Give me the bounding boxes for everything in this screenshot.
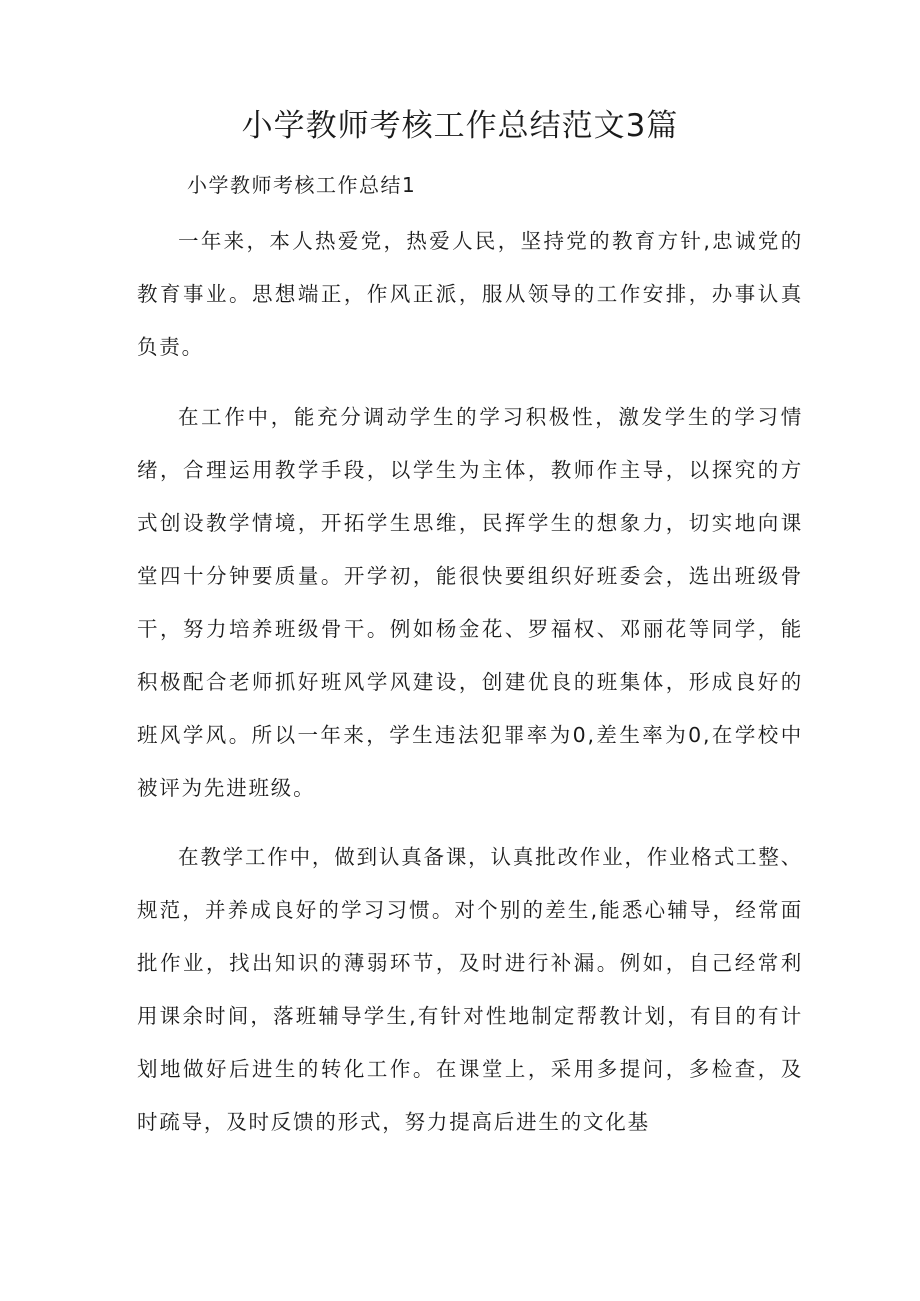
document-title: 小学教师考核工作总结范文3篇 [241, 108, 679, 144]
paragraph-2: 在工作中，能充分调动学生的学习积极性，激发学生的学习情绪，合理运用教学手段，以学生为主体，教师作主导，以探究的方式创设教学情境，开拓学生思维，民挥学生的想象力，切实地向课堂四十分钟要质量。开学初，能很快要组织好班委会，选出班级骨干，努力培养班级骨干。例如杨金花、罗福权、邓丽花等同学，能积极配合老师抓好班风学风建设，创建优良的班集体，形成良好的班风学风。所以一年来，学生违法犯罪率为0,差生率为0,在学校中被评为先进班级。 [137, 405, 803, 800]
section-heading: 小学教师考核工作总结1 [187, 173, 417, 197]
paragraph-1: 一年来，本人热爱党，热爱人民，坚持党的教育方针,忠诚党的教育事业。思想端正，作风正派，服从领导的工作安排，办事认真负责。 [137, 229, 803, 359]
paragraph-3: 在教学工作中，做到认真备课，认真批改作业，作业格式工整、规范，并养成良好的学习习惯。对个别的差生,能悉心辅导，经常面批作业，找出知识的薄弱环节，及时进行补漏。例如，自己经常利用课余时间，落班辅导学生,有针对性地制定帮教计划，有目的有计划地做好后进生的转化工作。在课堂上，采用多提问，多检查，及时疏导，及时反馈的形式，努力提高后进生的文化基 [137, 845, 803, 1134]
